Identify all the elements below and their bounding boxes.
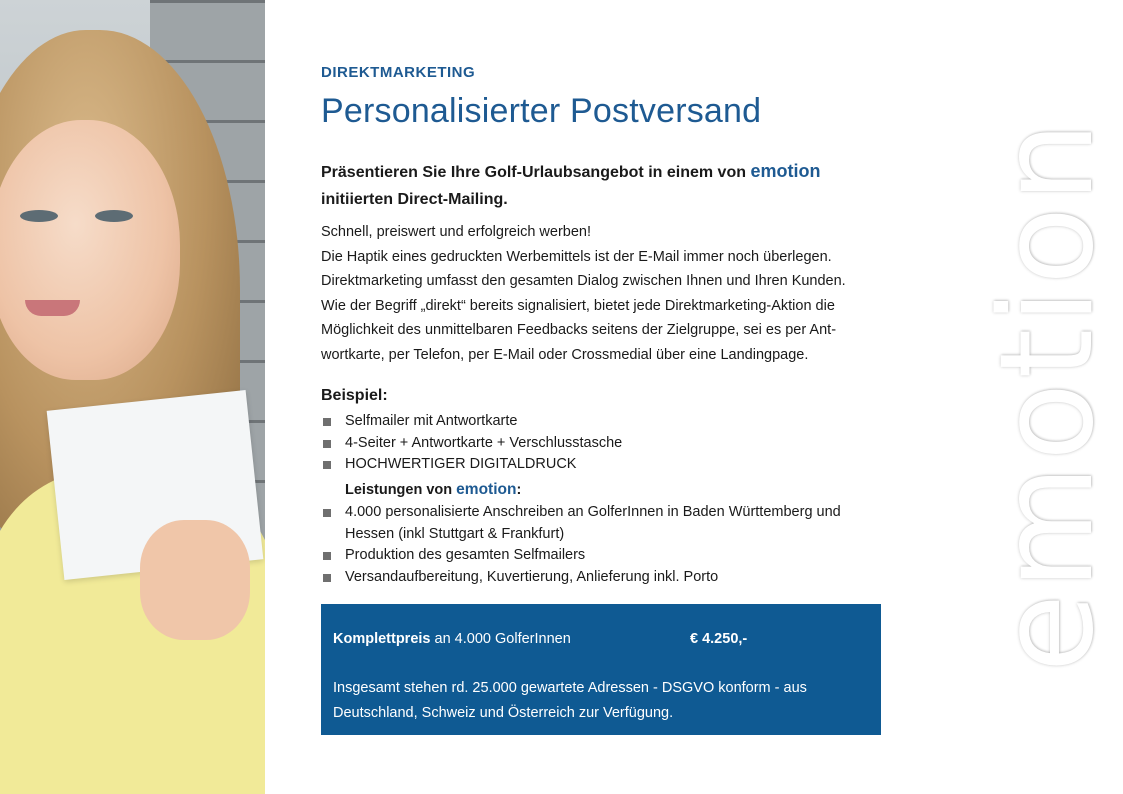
- eye-shape: [20, 210, 58, 222]
- services-heading-text: Leistungen von: [345, 482, 457, 498]
- body-line: Möglichkeit des unmittelbaren Feedbacks seitens der Zielgruppe, sei es per Ant-: [321, 322, 837, 338]
- list-item-text: 4-Seiter + Antwortkarte + Verschlusstasche: [345, 434, 623, 451]
- list-item-text: 4.000 personalisierte Anschreiben an GolferInnen in Baden Württemberg und Hessen (inkl Stuttgart & Frankfurt): [345, 504, 841, 542]
- intro-text: Präsentieren Sie Ihre Golf-Urlaubsangebot in einem von: [321, 164, 751, 181]
- bullet-icon: [323, 418, 331, 426]
- price-box: [321, 604, 881, 735]
- services-heading: [345, 481, 521, 499]
- services-heading-colon: :: [516, 482, 522, 498]
- woman-reading-letter-photo: [0, 0, 265, 794]
- bullet-icon: [323, 552, 331, 560]
- list-item-text: HOCHWERTIGER DIGITALDRUCK: [345, 456, 577, 472]
- body-text: [321, 220, 886, 367]
- brand-name: emotion: [750, 161, 821, 181]
- list-item: [321, 411, 886, 433]
- page-title: Personalisierter Postversand: [321, 92, 762, 130]
- list-item: [321, 567, 886, 589]
- body-line: wortkarte, per Telefon, per E-Mail oder Crossmedial über eine Landingpage.: [321, 346, 809, 363]
- bullet-icon: [323, 574, 331, 582]
- body-line: Schnell, preiswert und erfolgreich werben!: [321, 224, 591, 240]
- brand-name: emotion: [456, 481, 517, 498]
- price-label-bold: Komplettpreis: [333, 631, 431, 647]
- example-heading: Beispiel:: [321, 387, 388, 404]
- brand-watermark: emotion: [973, 117, 1122, 673]
- smile-shape: [25, 300, 80, 316]
- list-item-text: Selfmailer mit Antwortkarte: [345, 413, 518, 429]
- bullet-icon: [323, 461, 331, 469]
- bullet-icon: [323, 440, 331, 448]
- section-label: DIREKTMARKETING: [321, 64, 476, 81]
- list-item-text: Produktion des gesamten Selfmailers: [345, 547, 586, 563]
- example-list: [321, 411, 886, 476]
- list-item-text: Versandaufbereitung, Kuvertierung, Anlieferung inkl. Porto: [345, 568, 719, 585]
- body-line: Die Haptik eines gedruckten Werbemittels ist der E-Mail immer noch überlegen.: [321, 248, 832, 265]
- hand-shape: [140, 520, 250, 640]
- list-item: [321, 545, 886, 567]
- face-shape: [0, 120, 180, 380]
- price-note: Insgesamt stehen rd. 25.000 gewartete Adressen - DSGVO konform - aus Deutschland, Schweiz und Österreich zur Verfügung.: [333, 680, 807, 721]
- price-value: € 4.250,-: [690, 631, 748, 647]
- intro-text-continued: initiierten Direct-Mailing.: [321, 191, 508, 208]
- intro-paragraph: [321, 158, 881, 213]
- eye-shape: [95, 210, 133, 222]
- price-label-rest: an 4.000 GolferInnen: [430, 631, 571, 647]
- body-line: Wie der Begriff „direkt“ bereits signalisiert, bietet jede Direktmarketing-Aktion die: [321, 297, 835, 314]
- body-line: Direktmarketing umfasst den gesamten Dialog zwischen Ihnen und Ihren Kunden.: [321, 273, 846, 289]
- services-list: [321, 502, 886, 588]
- price-label: [333, 631, 571, 647]
- list-item: [321, 454, 886, 476]
- bullet-icon: [323, 509, 331, 517]
- list-item: [321, 433, 886, 455]
- list-item: [321, 502, 886, 545]
